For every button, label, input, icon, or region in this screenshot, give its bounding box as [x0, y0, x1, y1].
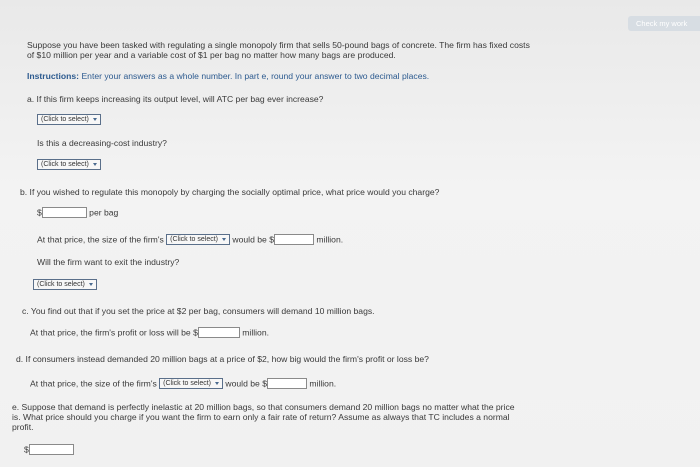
part-b-size-select-label: (Click to select): [170, 236, 219, 244]
instructions-label: Instructions:: [27, 71, 80, 81]
would-be-label: would be $: [225, 378, 267, 389]
chevron-down-icon: [89, 283, 93, 286]
part-d-size-prefix: At that price, the size of the firm's: [30, 378, 157, 389]
part-d-size-input[interactable]: [267, 378, 307, 389]
part-b-price-input[interactable]: [42, 207, 87, 218]
dollar-sign: $: [37, 207, 42, 218]
dollar-sign: $: [24, 444, 29, 455]
instructions: [27, 71, 429, 81]
part-a-question: a. If this firm keeps increasing its output level, will ATC per bag ever increase?: [27, 94, 324, 104]
part-b-size-select[interactable]: [166, 234, 230, 245]
part-d-question: d. If consumers instead demanded 20 million bags at a price of $2, how big would the firm's profit or loss be?: [16, 354, 429, 364]
part-e-price-row: [24, 444, 74, 455]
part-b-exit-select-label: (Click to select): [37, 281, 85, 289]
intro-paragraph: [27, 40, 530, 60]
part-c-profit-prefix: At that price, the firm's profit or loss will be $: [30, 327, 198, 338]
part-c-profit-input[interactable]: [198, 327, 240, 338]
chevron-down-icon: [215, 382, 219, 385]
part-a-select-2-label: (Click to select): [41, 161, 89, 169]
per-bag-label: per bag: [89, 207, 119, 218]
part-c-profit-row: [30, 327, 269, 338]
part-d-size-row: [30, 378, 336, 389]
part-c-question: c. You find out that if you set the price at $2 per bag, consumers will demand 10 million bags.: [22, 306, 375, 316]
part-d-size-select[interactable]: [159, 378, 223, 389]
intro-line-2: of $10 million per year and a variable cost of $1 per bag no matter how many bags are produced.: [27, 50, 396, 60]
chevron-down-icon: [93, 118, 97, 121]
part-e-line-2: is. What price should you charge if you want the firm to earn only a fair rate of return? Assume as always that TC includes a normal: [12, 412, 510, 422]
part-e-question: [12, 402, 515, 432]
million-label: million.: [309, 378, 337, 389]
chevron-down-icon: [93, 163, 97, 166]
part-e-line-1: e. Suppose that demand is perfectly inelastic at 20 million bags, so that consumers demand 20 million bags no matter what the price: [12, 402, 515, 412]
check-my-work-button[interactable]: Check my work: [628, 16, 700, 31]
part-b-price-row: [37, 207, 118, 218]
part-b-size-input[interactable]: [274, 234, 314, 245]
part-b-size-prefix: At that price, the size of the firm's: [37, 234, 164, 245]
part-e-price-input[interactable]: [29, 444, 74, 455]
million-label: million.: [242, 327, 269, 338]
part-e-line-3: profit.: [12, 422, 34, 432]
part-b-question: b. If you wished to regulate this monopoly by charging the socially optimal price, what price would you charge?: [20, 187, 440, 197]
part-a-select-1-label: (Click to select): [41, 116, 89, 124]
instructions-text: Enter your answers as a whole number. In part e, round your answer to two decimal places.: [81, 71, 430, 81]
part-b-size-row: [37, 234, 343, 245]
part-a-select-1[interactable]: [37, 114, 101, 125]
would-be-label: would be $: [232, 234, 274, 245]
part-a-question-2: Is this a decreasing-cost industry?: [37, 138, 167, 148]
part-b-exit-question: Will the firm want to exit the industry?: [37, 257, 180, 267]
part-b-exit-select[interactable]: [33, 279, 97, 290]
intro-line-1: Suppose you have been tasked with regulating a single monopoly firm that sells 50-pound bags of concrete. The firm has fixed costs: [27, 40, 530, 50]
chevron-down-icon: [222, 238, 226, 241]
part-a-select-2[interactable]: [37, 159, 101, 170]
million-label: million.: [316, 234, 344, 245]
part-d-size-select-label: (Click to select): [163, 380, 212, 388]
